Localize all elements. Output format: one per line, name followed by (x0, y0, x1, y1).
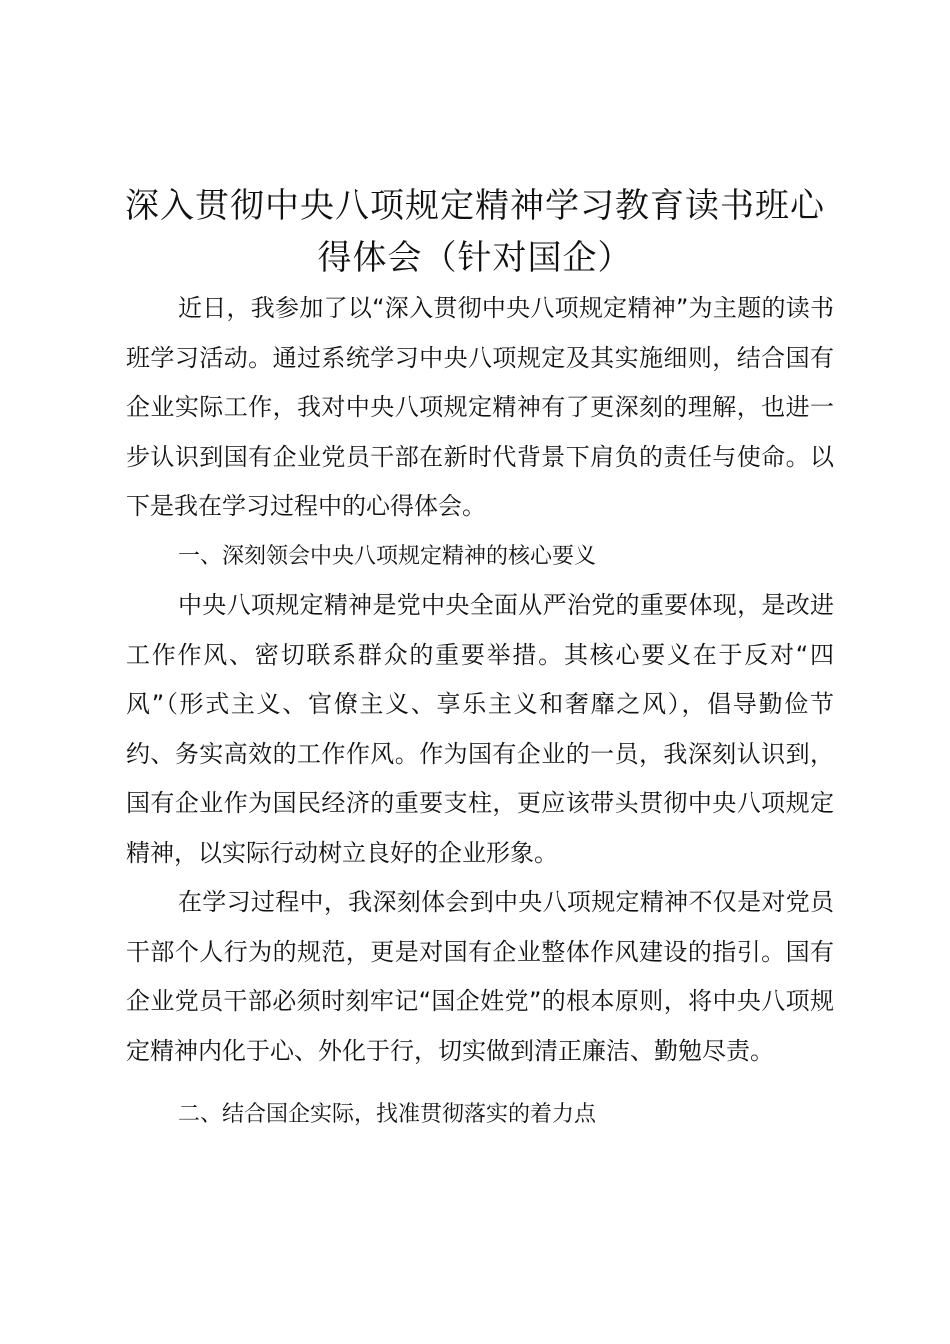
section-1-paragraph-1: 中央八项规定精神是党中央全面从严治党的重要体现，是改进工作作风、密切联系群众的重要举措。其核心要义在于反对“四风”（形式主义、官僚主义、享乐主义和奢靡之风），倡导勤俭节约、务实高效的工作作风。作为国有企业的一员，我深刻认识到，国有企业作为国民经济的重要支柱，更应该带头贯彻中央八项规定精神，以实际行动树立良好的企业形象。 (126, 591, 834, 867)
document-title (110, 180, 840, 284)
section-2-heading: 二、结合国企实际，找准贯彻落实的着力点 (178, 1102, 597, 1127)
document-body (126, 284, 834, 1142)
intro-paragraph: 近日，我参加了以“深入贯彻中央八项规定精神”为主题的读书班学习活动。通过系统学习中央八项规定及其实施细则，结合国有企业实际工作，我对中央八项规定精神有了更深刻的理解，也进一步认识到国有企业党员干部在新时代背景下肩负的责任与使命。以下是我在学习过程中的心得体会。 (126, 294, 834, 520)
title-line-2: 得体会（针对国企） (317, 238, 633, 278)
section-1-heading: 一、深刻领会中央八项规定精神的核心要义 (178, 543, 597, 569)
title-line-1: 深入贯彻中央八项规定精神学习教育读书班心 (125, 186, 825, 226)
section-1-paragraph-2: 在学习过程中，我深刻体会到中央八项规定精神不仅是对党员干部个人行为的规范，更是对国有企业整体作风建设的指引。国有企业党员干部必须时刻牢记“国企姓党”的根本原则，将中央八项规定精神内化于心、外化于行，切实做到清正廉洁、勤勉尽责。 (126, 888, 834, 1065)
